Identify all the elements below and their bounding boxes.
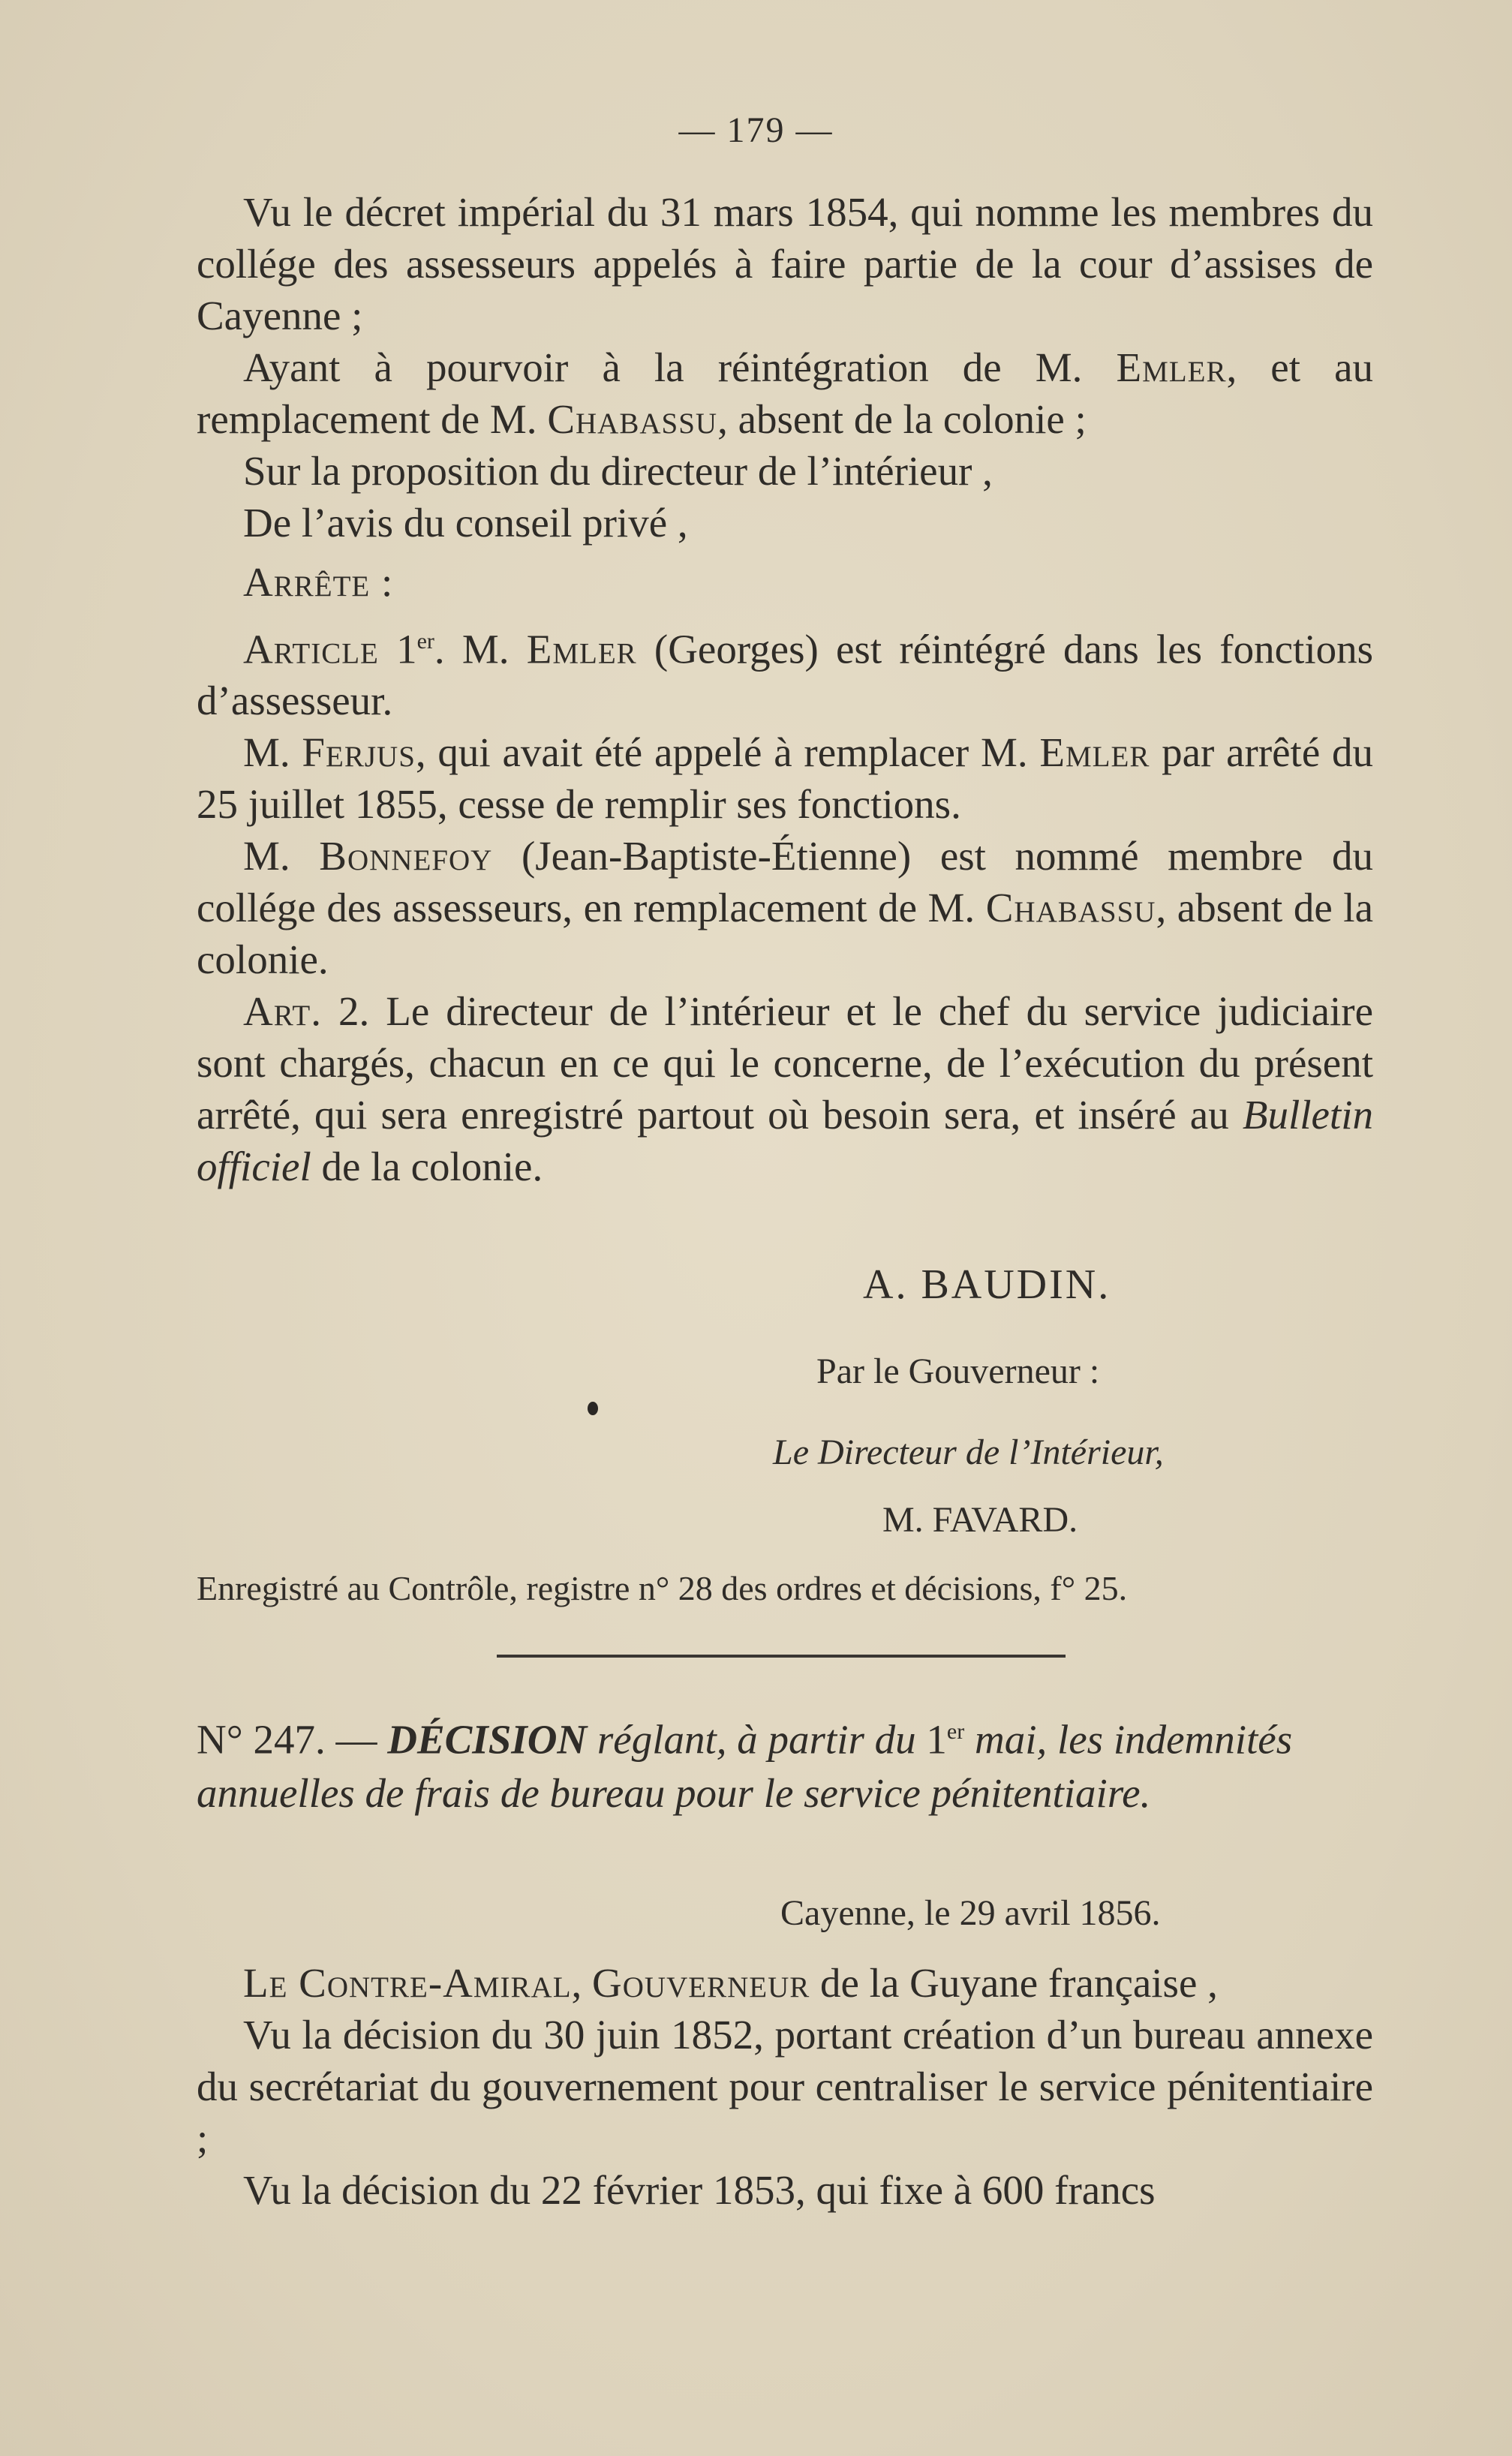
- name-emler: Emler: [1039, 729, 1150, 776]
- name-ferjus: Ferjus: [302, 729, 416, 776]
- paragraph-considering-1853: Vu la décision du 22 février 1853, qui fixe à 600 francs: [243, 2167, 1156, 2213]
- section-divider: [497, 1655, 1066, 1658]
- name-chabassu: Chabassu: [985, 885, 1156, 931]
- registration-note: Enregistré au Contrôle, registre n° 28 des ordres et décisions, f° 25.: [197, 1569, 1128, 1607]
- article-1: Article 1er. M. Emler (Georges) est réintégré dans les fonctions d’assesseur.: [197, 626, 1374, 724]
- title-gouverneur: Gouverneur: [592, 1960, 810, 2006]
- name-emler: Emler: [1116, 344, 1227, 390]
- paragraph-council: De l’avis du conseil privé ,: [243, 500, 688, 546]
- decision-keyword: DÉCISION: [387, 1716, 588, 1763]
- paragraph-considering-decree: Vu le décret impérial du 31 mars 1854, qui nomme les membres du collége des assesseurs appelés à faire partie de la cour d’assises de Cayenne ;: [197, 189, 1373, 338]
- paragraph-governor: Le Contre-Amiral, Gouverneur de la Guyane française ,: [243, 1960, 1218, 2006]
- decision-body: [197, 1957, 1373, 2216]
- paragraph-bonnefoy: M. Bonnefoy (Jean-Baptiste-Étienne) est nommé membre du collége des assesseurs, en remplacement de M. Chabassu, absent de la colonie.: [197, 833, 1373, 983]
- article-label: Article: [243, 626, 379, 672]
- signature-governor: A. BAUDIN.: [863, 1261, 1111, 1308]
- paragraph-reinstatement: Ayant à pourvoir à la réintégration de M. Emler, et au remplacement de M. Chabassu, absent de la colonie ;: [197, 344, 1373, 442]
- decision-heading: N° 247. — DÉCISION réglant, à partir du 1er mai, les indemnités annuelles de frais de bureau pour le service pénitentiaire.: [197, 1716, 1293, 1817]
- signature-title: Le Directeur de l’Intérieur,: [773, 1432, 1164, 1472]
- signature-signer: M. FAVARD.: [882, 1500, 1078, 1540]
- decision-number: N° 247.: [197, 1716, 326, 1763]
- article-label: Art.: [243, 988, 322, 1035]
- bulletin-title-word-2: officiel: [197, 1144, 311, 1190]
- page-number: — 179 —: [678, 110, 834, 150]
- name-chabassu: Chabassu: [547, 396, 718, 442]
- paragraph-ferjus: M. Ferjus, qui avait été appelé à remplacer M. Emler par arrêté du 25 juillet 1855, cesse de remplir ses fonctions.: [197, 729, 1373, 828]
- signature-by: Par le Gouverneur :: [816, 1351, 1100, 1391]
- ink-dot: [588, 1402, 598, 1415]
- title-contre-amiral: Le Contre-Amiral: [243, 1960, 572, 2006]
- article-2: Art. 2. Le directeur de l’intérieur et le chef du service judiciaire sont chargés, chacun en ce qui le concerne, de l’exécution du présent arrêté, qui sera enregistré partout où besoin sera, et inséré au Bulletin officiel de la colonie.: [197, 988, 1373, 1190]
- bulletin-title-word-1: Bulletin: [1242, 1092, 1373, 1138]
- paragraph-proposal: Sur la proposition du directeur de l’intérieur ,: [243, 448, 993, 494]
- paragraph-considering-1852: Vu la décision du 30 juin 1852, portant création d’un bureau annexe du secrétariat du gouvernement pour centraliser le service pénitentiaire ;: [197, 2012, 1373, 2161]
- dateline: Cayenne, le 29 avril 1856.: [780, 1893, 1161, 1933]
- paragraph-arrete: Arrête :: [243, 559, 394, 605]
- name-emler: Emler: [526, 626, 637, 672]
- name-bonnefoy: Bonnefoy: [319, 833, 493, 879]
- decree-body: [197, 186, 1373, 1192]
